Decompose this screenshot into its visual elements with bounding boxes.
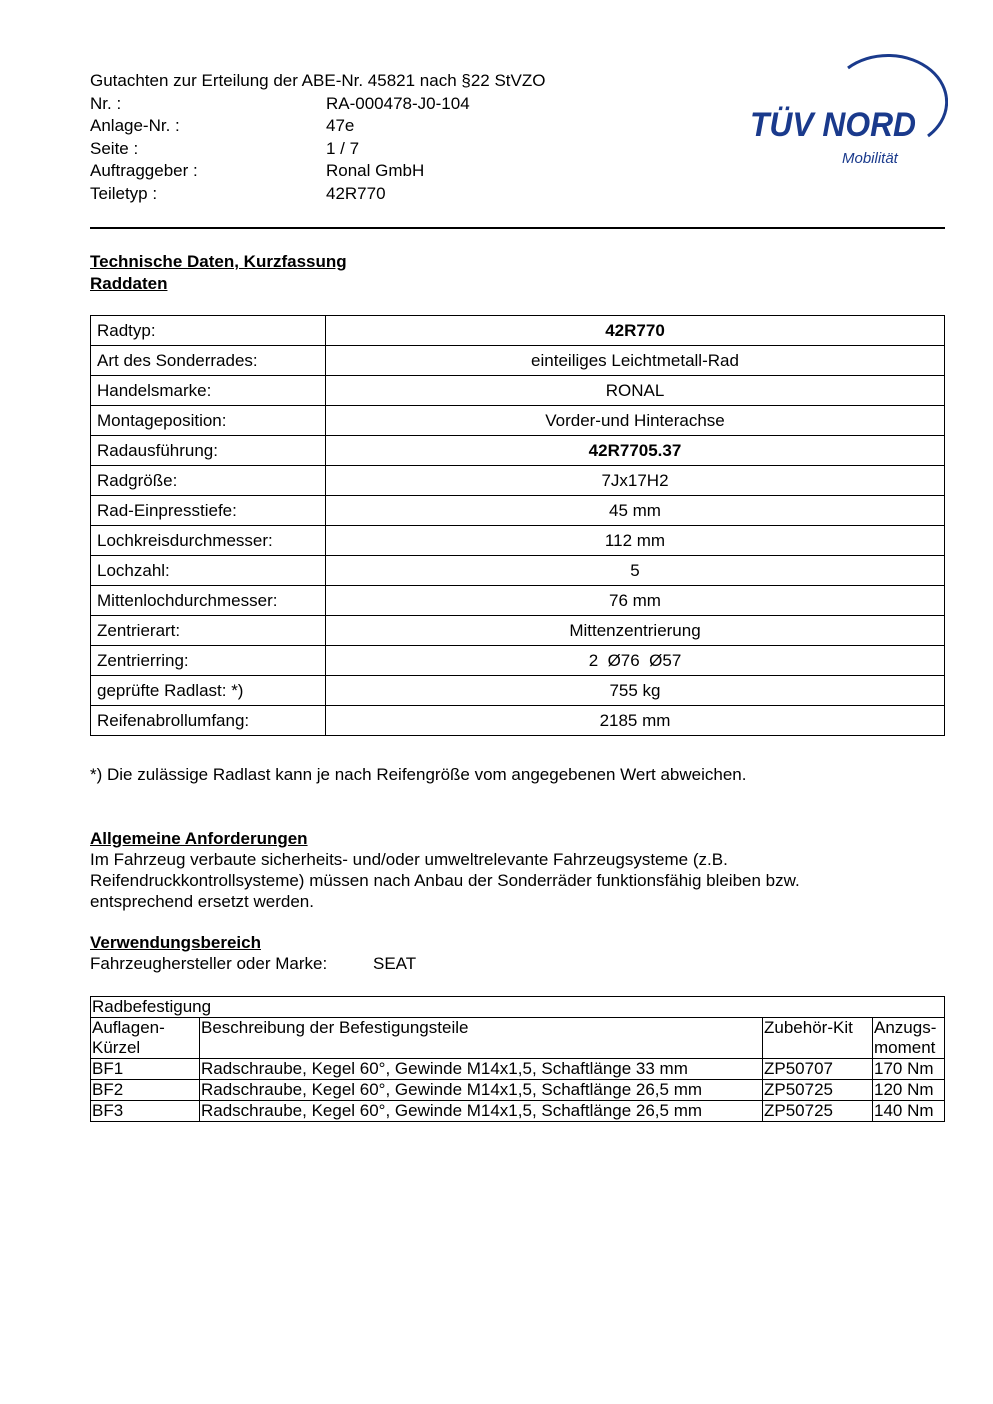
- section-title: Allgemeine Anforderungen: [90, 829, 308, 848]
- table-row: [91, 586, 945, 616]
- section-subtitle: Raddaten: [90, 274, 168, 293]
- row-value: Vorder-und Hinterachse: [326, 406, 945, 436]
- row-label: Lochzahl:: [91, 556, 326, 586]
- manufacturer-label: Fahrzeughersteller oder Marke:: [90, 954, 328, 973]
- paragraph-line: Reifendruckkontrollsysteme) müssen nach Anbau der Sonderräder funktionsfähig bleiben bzw.: [90, 871, 800, 890]
- raddaten-table: [90, 315, 945, 736]
- header-field-value: 1 / 7: [326, 138, 360, 158]
- column-header: Zubehör-Kit: [763, 1018, 873, 1059]
- header-title: Gutachten zur Erteilung der ABE-Nr. 45821 nach §22 StVZO: [90, 71, 546, 90]
- column-header: Beschreibung der Befestigungsteile: [200, 1018, 763, 1059]
- row-label: Reifenabrollumfang:: [91, 706, 326, 736]
- table-cell: BF1: [91, 1059, 200, 1080]
- paragraph-line: entsprechend ersetzt werden.: [90, 892, 314, 911]
- row-value: 76 mm: [326, 586, 945, 616]
- table-row: [91, 706, 945, 736]
- header-field-value: 42R770: [326, 183, 386, 203]
- table-row: [91, 526, 945, 556]
- table-cell: 120 Nm: [873, 1080, 945, 1101]
- table-row: [91, 646, 945, 676]
- header-field-label: Auftraggeber :: [90, 161, 198, 181]
- table-cell: BF3: [91, 1101, 200, 1122]
- row-label: Mittenlochdurchmesser:: [91, 586, 326, 616]
- table-header-row: [91, 1018, 945, 1059]
- radlast-footnote: *) Die zulässige Radlast kann je nach Reifengröße vom angegebenen Wert abweichen.: [90, 765, 747, 784]
- logo-brand-text: TÜV NORD: [750, 106, 916, 144]
- section-technische-daten: [90, 251, 347, 295]
- logo-sub-text: Mobilität: [842, 150, 898, 167]
- table-title: Radbefestigung: [91, 997, 945, 1018]
- table-row: [91, 1101, 945, 1122]
- row-label: Radtyp:: [91, 316, 326, 346]
- header-field-label: Seite :: [90, 138, 139, 158]
- row-value: RONAL: [326, 376, 945, 406]
- header-field-value: Ronal GmbH: [326, 161, 425, 181]
- header-field-value: 47e: [326, 116, 355, 136]
- table-row: [91, 376, 945, 406]
- row-label: geprüfte Radlast: *): [91, 676, 326, 706]
- section-allgemeine-anforderungen: [90, 828, 950, 912]
- header-field-label: Anlage-Nr. :: [90, 116, 180, 136]
- row-label: Zentrierart:: [91, 616, 326, 646]
- table-row: [91, 466, 945, 496]
- row-label: Lochkreisdurchmesser:: [91, 526, 326, 556]
- table-row: [91, 676, 945, 706]
- section-title: Technische Daten, Kurzfassung: [90, 252, 347, 271]
- row-label: Rad-Einpresstiefe:: [91, 496, 326, 526]
- tuv-nord-logo: [748, 46, 948, 170]
- row-value: 7Jx17H2: [326, 466, 945, 496]
- header-divider: [90, 227, 945, 229]
- row-value: Mittenzentrierung: [326, 616, 945, 646]
- row-value: einteiliges Leichtmetall-Rad: [326, 346, 945, 376]
- table-row: [91, 496, 945, 526]
- header-field-seite: [90, 138, 545, 161]
- row-value: 45 mm: [326, 496, 945, 526]
- section-verwendungsbereich: [90, 932, 416, 974]
- row-value: 755 kg: [326, 676, 945, 706]
- header-field-value: RA-000478-J0-104: [326, 93, 470, 113]
- row-value: 2 Ø76 Ø57: [326, 646, 945, 676]
- row-label: Radausführung:: [91, 436, 326, 466]
- header-field-anlage: [90, 115, 545, 138]
- radbefestigung-table: [90, 996, 945, 1122]
- table-cell: BF2: [91, 1080, 200, 1101]
- table-row: [91, 406, 945, 436]
- manufacturer-row: [90, 953, 416, 974]
- column-header: Anzugs- moment: [873, 1018, 945, 1059]
- table-row: [91, 1059, 945, 1080]
- row-value: 42R770: [326, 316, 945, 346]
- header-field-auftraggeber: [90, 160, 545, 183]
- header-field-label: Nr. :: [90, 93, 122, 113]
- table-cell: Radschraube, Kegel 60°, Gewinde M14x1,5, Schaftlänge 33 mm: [200, 1059, 763, 1080]
- row-value: 5: [326, 556, 945, 586]
- table-row: [91, 346, 945, 376]
- row-value: 2185 mm: [326, 706, 945, 736]
- paragraph-line: Im Fahrzeug verbaute sicherheits- und/oder umweltrelevante Fahrzeugsysteme (z.B.: [90, 850, 728, 869]
- table-cell: 140 Nm: [873, 1101, 945, 1122]
- document-header: [90, 70, 545, 206]
- row-value: 42R7705.37: [326, 436, 945, 466]
- header-field-label: Teiletyp :: [90, 183, 158, 203]
- table-row: [91, 616, 945, 646]
- section-title: Verwendungsbereich: [90, 933, 261, 952]
- row-value: 112 mm: [326, 526, 945, 556]
- table-row: [91, 556, 945, 586]
- manufacturer-value: SEAT: [373, 954, 417, 973]
- row-label: Art des Sonderrades:: [91, 346, 326, 376]
- table-cell: 170 Nm: [873, 1059, 945, 1080]
- table-cell: ZP50725: [763, 1080, 873, 1101]
- table-cell: ZP50725: [763, 1101, 873, 1122]
- row-label: Montageposition:: [91, 406, 326, 436]
- table-row: [91, 436, 945, 466]
- table-title-row: [91, 997, 945, 1018]
- header-field-teiletyp: [90, 183, 545, 206]
- table-row: [91, 1080, 945, 1101]
- row-label: Handelsmarke:: [91, 376, 326, 406]
- row-label: Radgröße:: [91, 466, 326, 496]
- table-cell: Radschraube, Kegel 60°, Gewinde M14x1,5, Schaftlänge 26,5 mm: [200, 1101, 763, 1122]
- table-row: [91, 316, 945, 346]
- row-label: Zentrierring:: [91, 646, 326, 676]
- header-field-nr: [90, 93, 545, 116]
- table-cell: Radschraube, Kegel 60°, Gewinde M14x1,5, Schaftlänge 26,5 mm: [200, 1080, 763, 1101]
- column-header: Auflagen- Kürzel: [91, 1018, 200, 1059]
- table-cell: ZP50707: [763, 1059, 873, 1080]
